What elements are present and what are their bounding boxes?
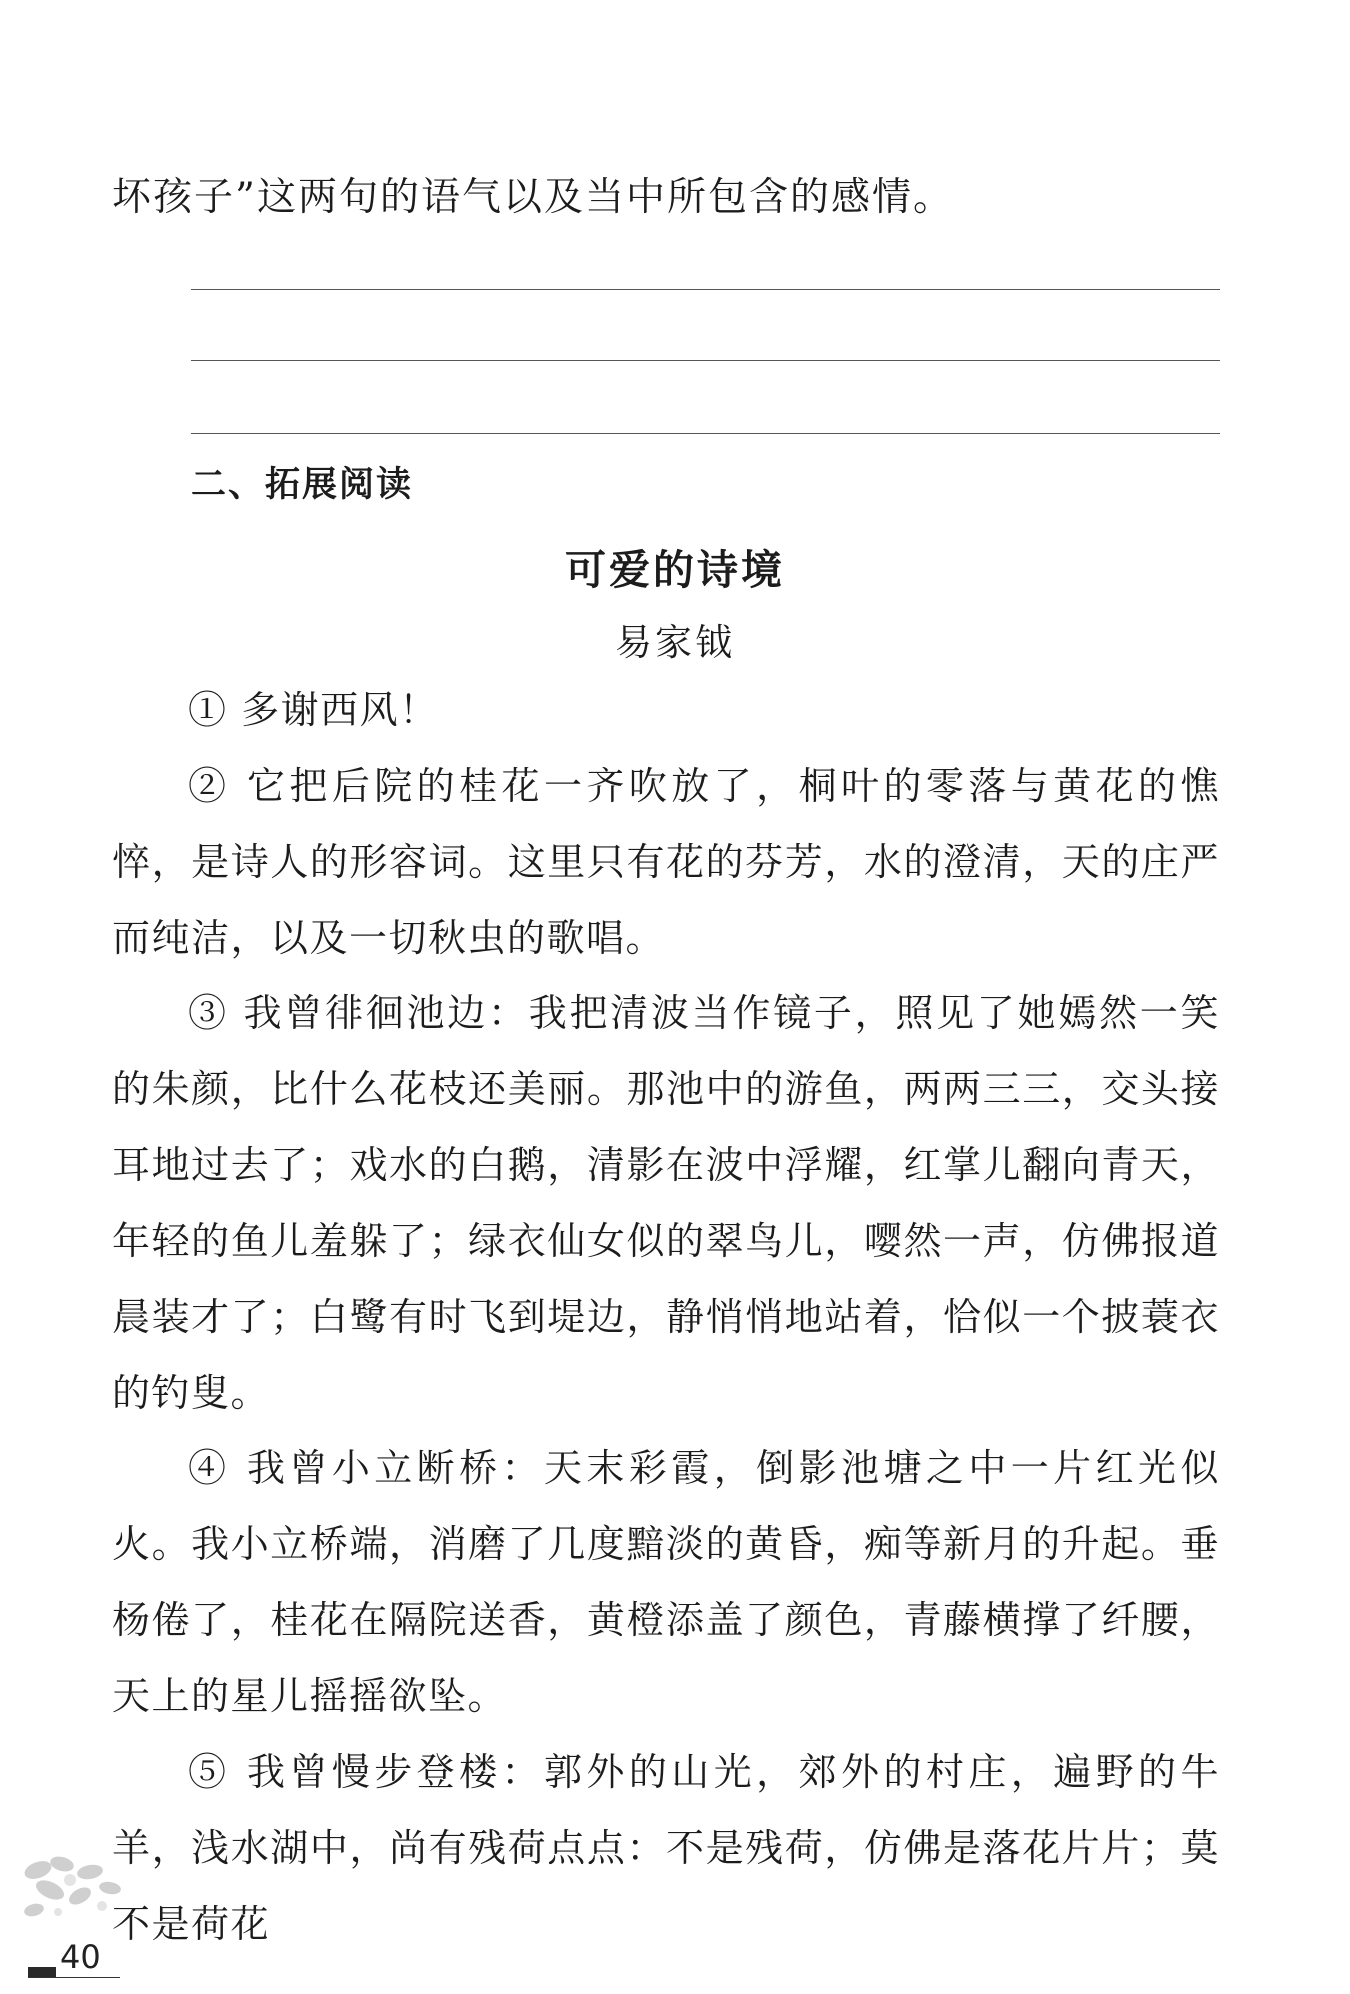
article-title: 可爱的诗境 bbox=[565, 546, 785, 594]
answer-line[interactable] bbox=[191, 289, 1220, 290]
paragraph-5: ⑤ 我曾慢步登楼：郭外的山光，郊外的村庄，遍野的牛羊，浅水湖中，尚有残荷点点：不是残荷，仿佛是落花片片；莫不是荷花 bbox=[112, 1750, 1220, 1946]
answer-line[interactable] bbox=[191, 360, 1220, 361]
page-number-marker bbox=[28, 1967, 56, 1977]
paragraph-2: ② 它把后院的桂花一齐吹放了，桐叶的零落与黄花的憔悴，是诗人的形容词。这里只有花的芬芳，水的澄清，天的庄严而纯洁，以及一切秋虫的歌唱。 bbox=[112, 764, 1220, 960]
question-continuation-text: 坏孩子”这两句的语气以及当中所包含的感情。 bbox=[112, 175, 954, 220]
floral-decoration-icon bbox=[20, 1850, 130, 1930]
section-heading: 二、拓展阅读 bbox=[191, 465, 414, 505]
page-number: 40 bbox=[60, 1938, 101, 1976]
paragraph-4: ④ 我曾小立断桥：天末彩霞，倒影池塘之中一片红光似火。我小立桥端，消磨了几度黯淡的黄昏，痴等新月的升起。垂杨倦了，桂花在隔院送香，黄橙添盖了颜色，青藤横撑了纤腰，天上的星儿摇摇欲坠。 bbox=[112, 1446, 1220, 1718]
footer-rule bbox=[28, 1977, 120, 1978]
answer-line[interactable] bbox=[191, 433, 1220, 434]
article-author: 易家钺 bbox=[615, 621, 735, 664]
paragraph-3: ③ 我曾徘徊池边：我把清波当作镜子，照见了她嫣然一笑的朱颜，比什么花枝还美丽。那池中的游鱼，两两三三，交头接耳地过去了；戏水的白鹅，清影在波中浮耀，红掌儿翻向青天，年轻的鱼儿羞躲了；绿衣仙女似的翠鸟儿，嘤然一声，仿佛报道晨装才了；白鹭有时飞到堤边，静悄悄地站着，恰似一个披蓑衣的钓叟。 bbox=[112, 991, 1220, 1415]
paragraph-1: ① 多谢西风！ bbox=[188, 688, 439, 732]
